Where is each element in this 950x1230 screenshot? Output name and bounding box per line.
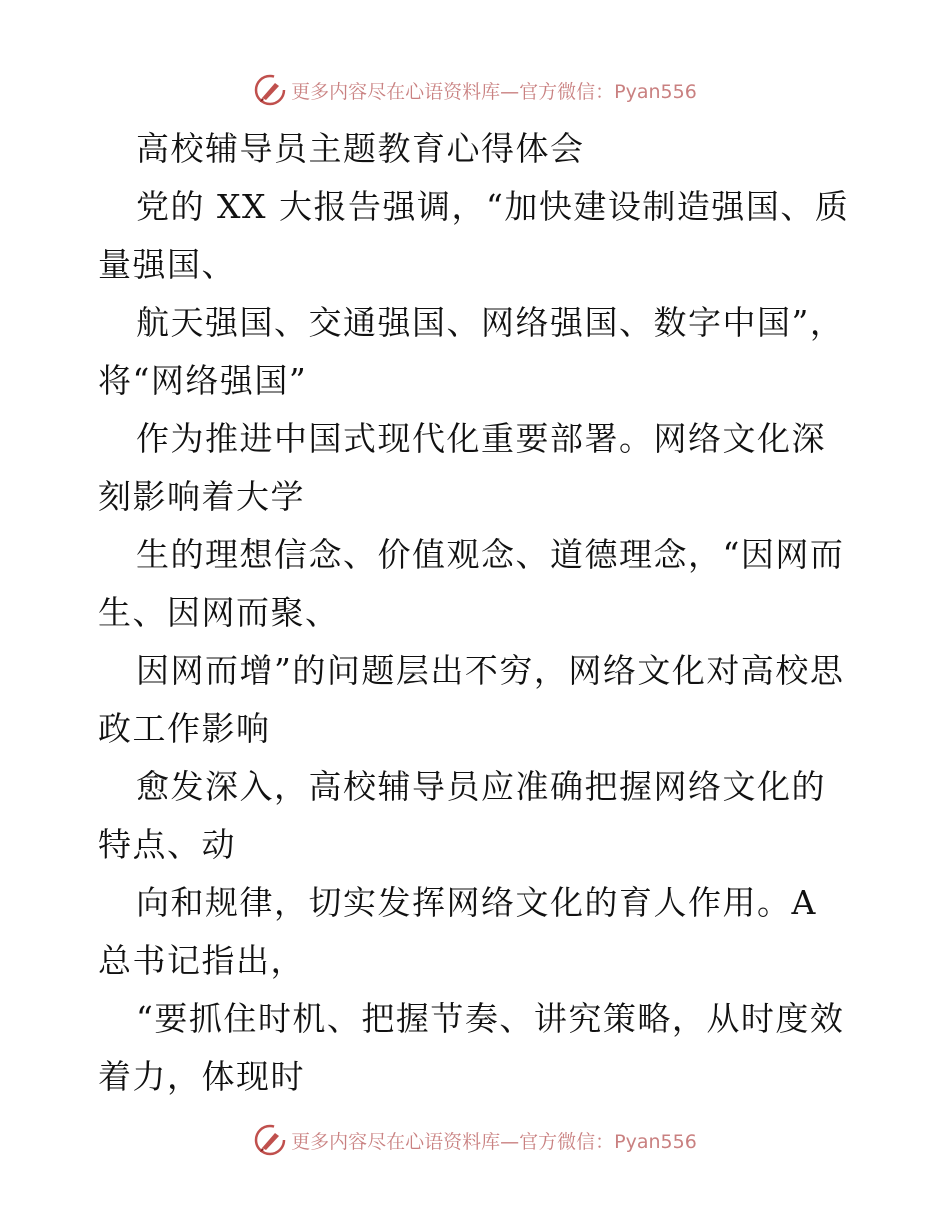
pen-circle-logo-icon [253,1123,287,1157]
pen-circle-logo-icon [253,73,287,107]
paragraph: 愈发深入，高校辅导员应准确把握网络文化的特点、动 [98,767,826,864]
watermark-text: 更多内容尽在心语资料库—官方微信：Pyan556 [291,80,697,103]
paragraph: 向和规律，切实发挥网络文化的育人作用。A 总书记指出， [98,883,817,980]
watermark-footer [0,1120,950,1160]
paragraph: 生的理想信念、价值观念、道德理念，“因网而生、因网而聚、 [98,535,845,632]
paragraph: 作为推进中国式现代化重要部署。网络文化深刻影响着大学 [98,419,826,516]
paragraph: 党的 XX 大报告强调，“加快建设制造强国、质量强国、 [98,187,850,284]
paragraph: 因网而增”的问题层出不穷，网络文化对高校思政工作影响 [98,651,845,748]
paragraph: “要抓住时机、把握节奏、讲究策略，从时度效着力，体现时 [98,999,845,1096]
document-body [98,120,858,1106]
watermark-text: 更多内容尽在心语资料库—官方微信：Pyan556 [291,1130,697,1153]
paragraph: 航天强国、交通强国、网络强国、数字中国”，将“网络强国” [98,303,845,400]
document-title: 高校辅导员主题教育心得体会 [136,129,585,168]
watermark-header [0,70,950,110]
